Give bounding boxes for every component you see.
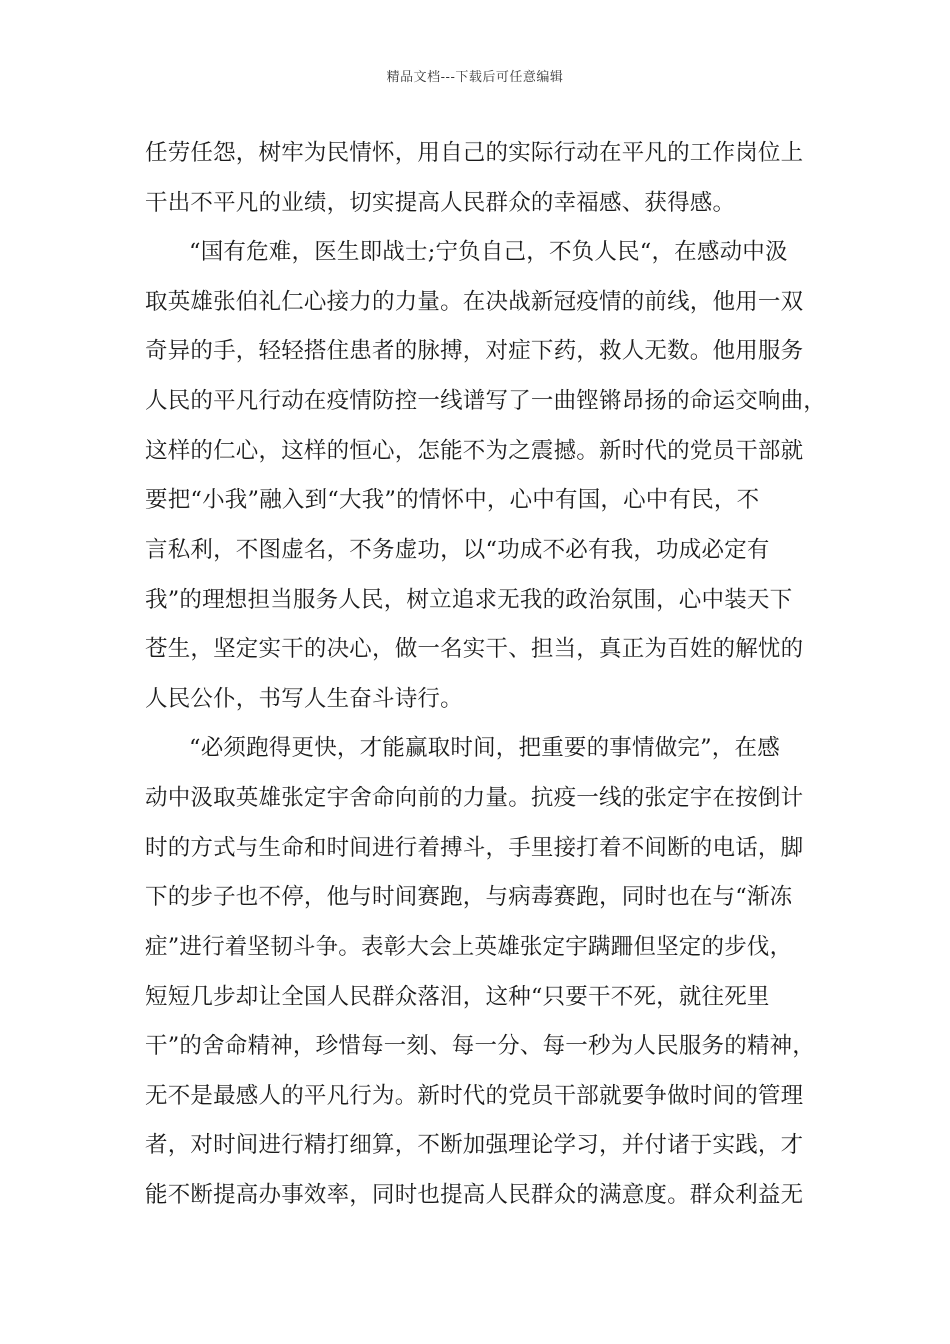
text-line: 短短几步却让全国人民群众落泪，这种“只要干不死，就往死里 — [145, 984, 770, 1010]
text-line: 要把“小我”融入到“大我”的情怀中，心中有国，心中有民，不 — [145, 487, 760, 513]
text-line: 言私利，不图虚名，不务虚功，以“功成不必有我，功成必定有 — [145, 537, 770, 563]
text-line: 人民的平凡行动在疫情防控一线谱写了一曲铿锵昂扬的命运交响曲， — [145, 388, 827, 414]
text-line: 者，对时间进行精打细算，不断加强理论学习，并付诸于实践，才 — [145, 1132, 804, 1158]
paragraph-start-line: “国有危难，医生即战士;宁负自己，不负人民“，在感动中汲 — [189, 239, 788, 265]
text-line: 这样的仁心，这样的恒心，怎能不为之震撼。新时代的党员干部就 — [145, 438, 804, 464]
text-line: 下的步子也不停，他与时间赛跑，与病毒赛跑，同时也在与“渐冻 — [145, 884, 793, 910]
text-line: 干出不平凡的业绩，切实提高人民群众的幸福感、获得感。 — [145, 190, 736, 216]
text-line: 任劳任怨，树牢为民情怀，用自己的实际行动在平凡的工作岗位上 — [145, 140, 804, 166]
text-line: 取英雄张伯礼仁心接力的力量。在决战新冠疫情的前线，他用一双 — [145, 289, 804, 315]
text-line: 人民公仆，书写人生奋斗诗行。 — [145, 686, 463, 712]
text-line: 苍生，坚定实干的决心，做一名实干、担当，真正为百姓的解忧的 — [145, 636, 804, 662]
text-line: 能不断提高办事效率，同时也提高人民群众的满意度。群众利益无 — [145, 1182, 804, 1208]
text-line: 动中汲取英雄张定宇舍命向前的力量。抗疫一线的张定宇在按倒计 — [145, 785, 804, 811]
text-line: 奇异的手，轻轻搭住患者的脉搏，对症下药，救人无数。他用服务 — [145, 338, 804, 364]
text-line: 干”的舍命精神，珍惜每一刻、每一分、每一秒为人民服务的精神， — [145, 1033, 816, 1059]
page-header: 精品文档---下载后可任意编辑 — [386, 70, 564, 85]
text-line: 症”进行着坚韧斗争。表彰大会上英雄张定宇蹒跚但坚定的步伐， — [145, 934, 793, 960]
paragraph-start-line: “必须跑得更快，才能赢取时间，把重要的事情做完”，在感 — [189, 735, 780, 761]
text-line: 我”的理想担当服务人民，树立追求无我的政治氛围，心中装天下 — [145, 587, 793, 613]
text-line: 无不是最感人的平凡行为。新时代的党员干部就要争做时间的管理 — [145, 1083, 804, 1109]
text-line: 时的方式与生命和时间进行着搏斗，手里接打着不间断的电话，脚 — [145, 835, 804, 861]
